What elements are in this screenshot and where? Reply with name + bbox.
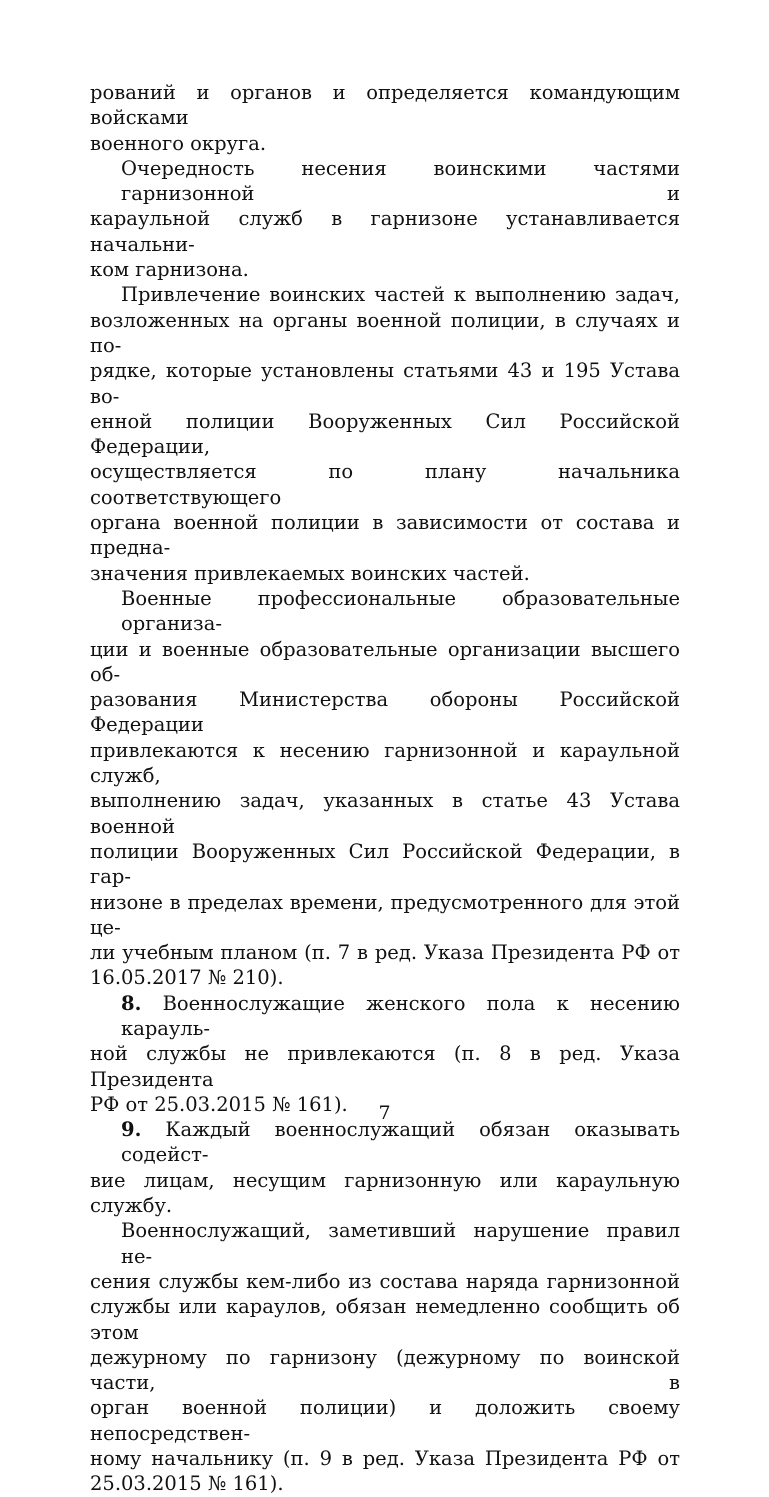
text-line: [90, 1446, 680, 1471]
line-text: дежурному по гарнизону (дежурному по воинской части, в: [90, 1345, 680, 1395]
text-line: [90, 1117, 680, 1168]
line-text: ному начальнику (п. 9 в ред. Указа Президента РФ от: [90, 1447, 680, 1471]
text-line: [90, 687, 680, 738]
line-text: Привлечение воинских частей к выполнению задач,: [121, 283, 680, 307]
text-line: [90, 131, 680, 156]
line-text: енной полиции Вооруженных Сил Российской Федерации,: [90, 409, 680, 459]
line-text: значения привлекаемых воинских частей.: [90, 561, 530, 585]
line-text: вие лицам, несущим гарнизонную или караульную службу.: [90, 1168, 680, 1218]
paragraph: [90, 586, 680, 991]
paragraph: [90, 1218, 680, 1496]
paragraph: [90, 991, 680, 1117]
line-text: полиции Вооруженных Сил Российской Федерации, в гар-: [90, 839, 680, 889]
text-line: [90, 80, 680, 131]
line-text: выполнению задач, указанных в статье 43 Устава военной: [90, 789, 680, 838]
line-text: Очередность несения воинскими частями гарнизонной и: [121, 156, 680, 206]
line-text: рядке, которые установлены статьями 43 и 195 Устава во-: [90, 359, 680, 408]
line-text: ком гарнизона.: [90, 258, 249, 282]
text-line: [90, 206, 680, 257]
text-line: [90, 788, 680, 839]
text-line: [90, 1168, 680, 1219]
text-line: [90, 257, 680, 282]
paragraph: [90, 156, 680, 282]
text-line: [90, 586, 680, 637]
line-text: военного округа.: [90, 131, 267, 155]
line-text: ции и военные образовательные организации высшего об-: [90, 637, 680, 686]
item-number: 9.: [121, 1118, 142, 1142]
line-text: службы или караулов, обязан немедленно сообщить об этом: [90, 1295, 680, 1344]
text-line: [90, 637, 680, 688]
paragraph: [90, 1117, 680, 1218]
text-line: [90, 738, 680, 789]
text-line: [90, 1041, 680, 1092]
text-line: [90, 1269, 680, 1294]
line-text: осуществляется по плану начальника соответствующего: [90, 460, 680, 509]
line-text: органа военной полиции в зависимости от состава и предна-: [90, 511, 680, 560]
line-text: низоне в пределах времени, предусмотренного для этой це-: [90, 890, 680, 939]
line-text: возложенных на органы военной полиции, в случаях и по-: [90, 308, 680, 357]
line-text: Военные профессиональные образовательные организа-: [121, 586, 680, 636]
text-line: [90, 510, 680, 561]
line-text: 16.05.2017 № 210).: [90, 966, 284, 990]
text-line: [90, 991, 680, 1042]
line-text: ной службы не привлекаются (п. 8 в ред. Указа Президента: [90, 1042, 680, 1091]
line-text: РФ от 25.03.2015 № 161).: [90, 1092, 348, 1116]
text-line: [90, 940, 680, 965]
text-line: [90, 890, 680, 941]
text-line: [90, 1345, 680, 1396]
text-line: [90, 308, 680, 359]
text-line: [90, 459, 680, 510]
item-number: 8.: [121, 991, 142, 1015]
text-line: [90, 965, 680, 990]
line-text: ли учебным планом (п. 7 в ред. Указа Президента РФ от: [90, 941, 680, 965]
line-text: привлекаются к несению гарнизонной и караульной служб,: [90, 738, 680, 788]
text-line: [90, 156, 680, 207]
text-line: [90, 561, 680, 586]
text-line: [90, 839, 680, 890]
text-line: [90, 1294, 680, 1345]
line-text: Каждый военнослужащий обязан оказывать содейст-: [121, 1118, 680, 1167]
text-line: [90, 1395, 680, 1446]
paragraph: [90, 282, 680, 586]
line-text: орган военной полиции) и доложить своему непосредствен-: [90, 1396, 680, 1445]
line-text: Военнослужащий, заметивший нарушение правил не-: [121, 1219, 680, 1268]
line-text: разования Министерства обороны Российской Федерации: [90, 688, 680, 737]
line-text: караульной служб в гарнизоне устанавливается начальни-: [90, 207, 680, 256]
line-text: 25.03.2015 № 161).: [90, 1472, 284, 1496]
document-body: [90, 80, 680, 1497]
text-line: [90, 358, 680, 409]
line-text: рований и органов и определяется командующим войсками: [90, 81, 680, 130]
text-line: [90, 1218, 680, 1269]
text-line: [90, 409, 680, 460]
line-text: сения службы кем-либо из состава наряда гарнизонной: [90, 1269, 680, 1293]
line-text: Военнослужащие женского пола к несению карауль-: [121, 991, 680, 1040]
text-line: [90, 282, 680, 307]
text-line: [90, 1471, 680, 1496]
page-number: 7: [378, 1102, 391, 1124]
paragraph: [90, 80, 680, 156]
